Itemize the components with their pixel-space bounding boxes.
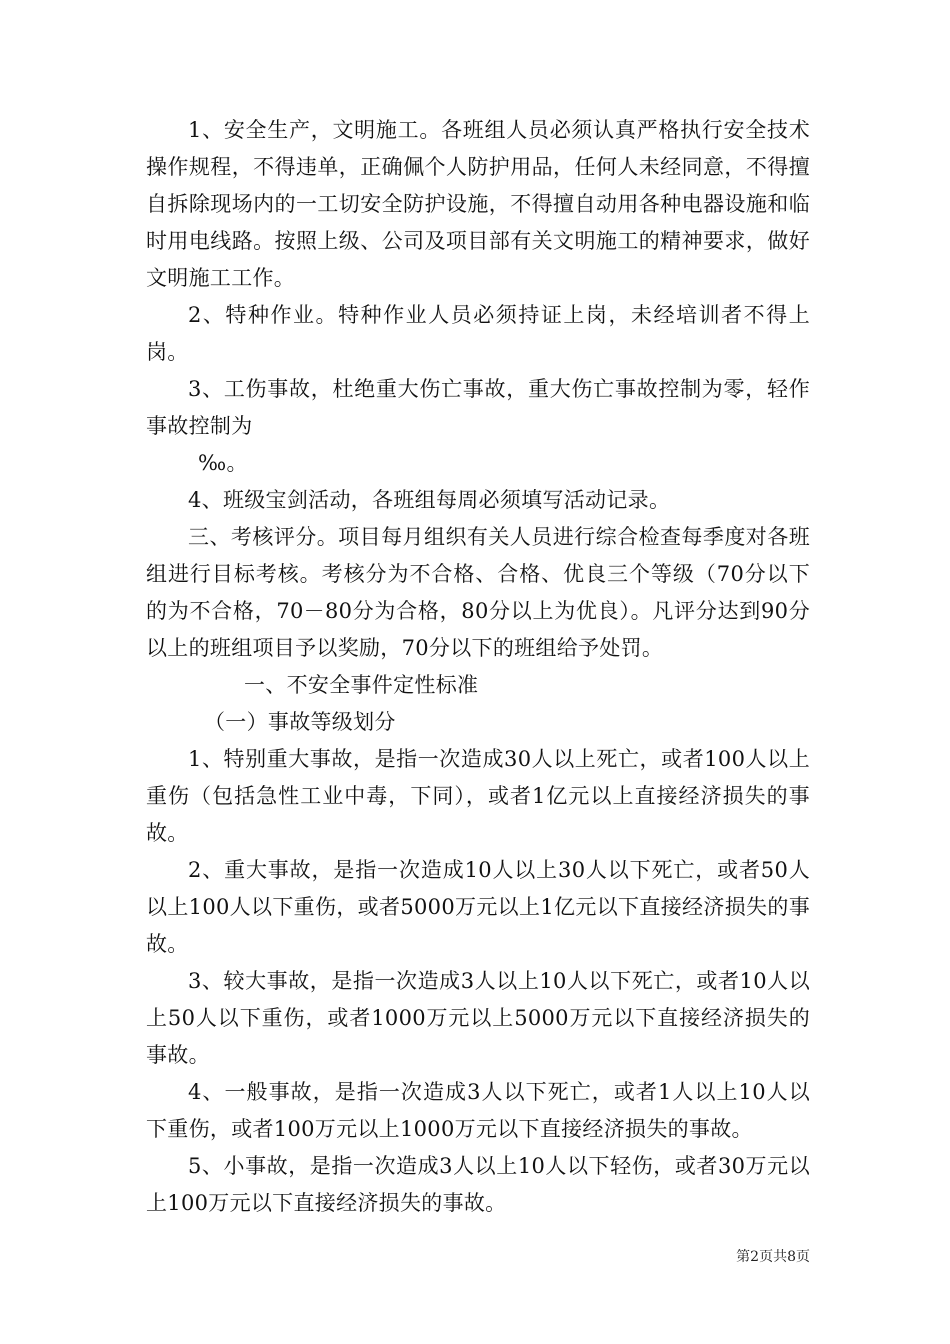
paragraph-extra-major-accident: 1、特别重大事故，是指一次造成30人以上死亡，或者100人以上重伤（包括急性工业中毒，下同），或者1亿元以上直接经济损失的事故。 [146,747,810,845]
document-body [146,112,810,1222]
subsection-heading: （一）事故等级划分 [204,710,396,734]
paragraph-safety-production: 1、安全生产，文明施工。各班组人员必须认真严格执行安全技术操作规程，不得违单，正确佩个人防护用品，任何人未经同意，不得擅自拆除现场内的一工切安全防护设施，不得擅自动用各种电器设施和临时用电线路。按照上级、公司及项目部有关文明施工的精神要求，做好文明施工工作。 [146,118,810,290]
paragraph-major-accident: 2、重大事故，是指一次造成10人以上30人以下死亡，或者50人以上100人以下重伤，或者5000万元以上1亿元以下直接经济损失的事故。 [146,858,810,956]
paragraph-general-accident: 4、一般事故，是指一次造成3人以下死亡，或者1人以上10人以下重伤，或者100万元以上1000万元以下直接经济损失的事故。 [146,1080,810,1141]
paragraph-permille: ‰。 [198,451,248,475]
paragraph-work-injury: 3、工伤事故，杜绝重大伤亡事故，重大伤亡事故控制为零，轻作事故控制为 [146,377,810,438]
paragraph-team-activity: 4、班级宝剑活动，各班组每周必须填写活动记录。 [188,488,671,512]
page-number: 第2页共8页 [736,1249,810,1265]
paragraph-special-operations: 2、特种作业。特种作业人员必须持证上岗，未经培训者不得上岗。 [146,303,810,364]
section-heading: 一、不安全事件定性标准 [244,673,479,697]
paragraph-assessment: 三、考核评分。项目每月组织有关人员进行综合检查每季度对各班组进行目标考核。考核分为不合格、合格、优良三个等级（70分以下的为不合格，70－80分为合格，80分以上为优良）。凡评分达到90分以上的班组项目予以奖励，70分以下的班组给予处罚。 [146,525,810,660]
paragraph-minor-accident: 5、小事故，是指一次造成3人以上10人以下轻伤，或者30万元以上100万元以下直接经济损失的事故。 [146,1154,810,1215]
paragraph-larger-accident: 3、较大事故，是指一次造成3人以上10人以下死亡，或者10人以上50人以下重伤，或者1000万元以上5000万元以下直接经济损失的事故。 [146,969,810,1067]
